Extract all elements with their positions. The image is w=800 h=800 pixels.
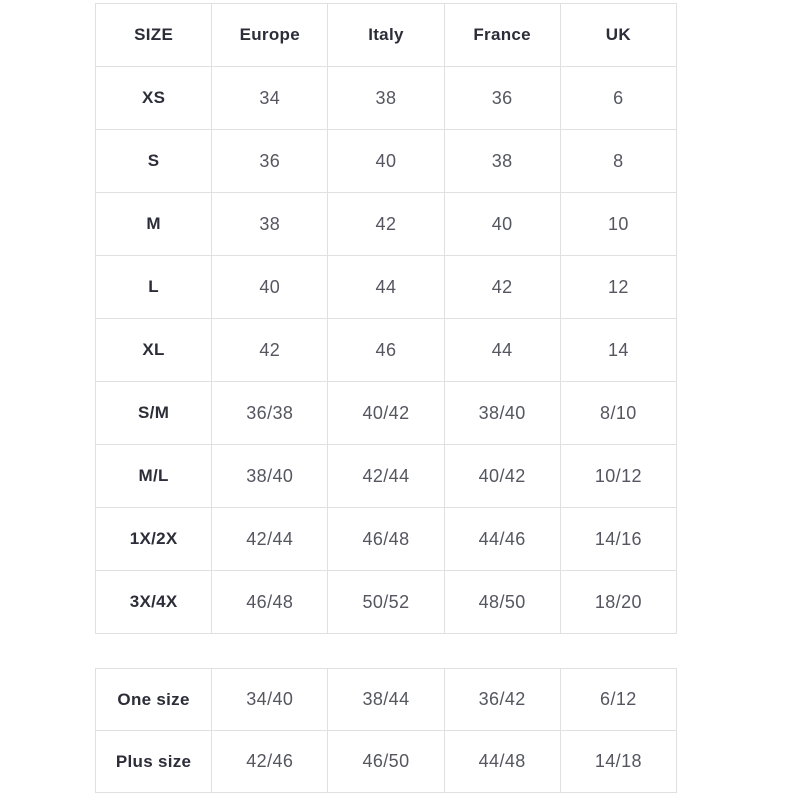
table-row [96,445,677,508]
size-label-cell: M [96,193,212,256]
size-value-cell: 42 [444,256,560,319]
size-value-cell: 42/44 [212,508,328,571]
size-chart-container [95,3,677,793]
size-value-cell: 40/42 [444,445,560,508]
size-value-cell: 44/48 [444,731,560,793]
size-value-cell: 34 [212,67,328,130]
size-value-cell: 46 [328,319,444,382]
size-label-cell: L [96,256,212,319]
header-row [96,4,677,67]
size-value-cell: 6/12 [560,669,676,731]
size-value-cell: 36/38 [212,382,328,445]
size-value-cell: 34/40 [212,669,328,731]
size-value-cell: 50/52 [328,571,444,634]
column-header-uk: UK [560,4,676,67]
size-conversion-table [95,3,677,634]
size-value-cell: 36/42 [444,669,560,731]
special-size-table [95,668,677,793]
size-label-cell: XS [96,67,212,130]
size-value-cell: 10/12 [560,445,676,508]
column-header-europe: Europe [212,4,328,67]
size-label-cell: 1X/2X [96,508,212,571]
size-value-cell: 14/18 [560,731,676,793]
size-label-cell: Plus size [96,731,212,793]
size-value-cell: 48/50 [444,571,560,634]
table-row [96,130,677,193]
table-row [96,193,677,256]
column-header-france: France [444,4,560,67]
size-value-cell: 36 [444,67,560,130]
size-value-cell: 8/10 [560,382,676,445]
table-row [96,319,677,382]
size-value-cell: 10 [560,193,676,256]
size-value-cell: 40 [212,256,328,319]
size-label-cell: S [96,130,212,193]
size-value-cell: 42 [328,193,444,256]
size-value-cell: 6 [560,67,676,130]
column-header-size: SIZE [96,4,212,67]
size-value-cell: 42/46 [212,731,328,793]
size-value-cell: 38 [328,67,444,130]
size-value-cell: 14/16 [560,508,676,571]
size-value-cell: 42 [212,319,328,382]
size-value-cell: 8 [560,130,676,193]
size-value-cell: 18/20 [560,571,676,634]
size-value-cell: 14 [560,319,676,382]
size-value-cell: 40 [444,193,560,256]
size-label-cell: S/M [96,382,212,445]
size-value-cell: 36 [212,130,328,193]
size-value-cell: 38/40 [444,382,560,445]
size-label-cell: M/L [96,445,212,508]
size-value-cell: 46/50 [328,731,444,793]
table-row [96,67,677,130]
size-value-cell: 44 [444,319,560,382]
table-row [96,669,677,731]
size-value-cell: 44/46 [444,508,560,571]
size-value-cell: 38/44 [328,669,444,731]
size-label-cell: 3X/4X [96,571,212,634]
size-value-cell: 40 [328,130,444,193]
size-value-cell: 38/40 [212,445,328,508]
table-row [96,382,677,445]
table-row [96,731,677,793]
column-header-italy: Italy [328,4,444,67]
size-value-cell: 38 [212,193,328,256]
size-value-cell: 38 [444,130,560,193]
size-value-cell: 44 [328,256,444,319]
table-row [96,571,677,634]
size-value-cell: 40/42 [328,382,444,445]
size-value-cell: 12 [560,256,676,319]
size-value-cell: 46/48 [212,571,328,634]
size-label-cell: One size [96,669,212,731]
table-row [96,508,677,571]
table-row [96,256,677,319]
size-label-cell: XL [96,319,212,382]
size-value-cell: 46/48 [328,508,444,571]
size-value-cell: 42/44 [328,445,444,508]
